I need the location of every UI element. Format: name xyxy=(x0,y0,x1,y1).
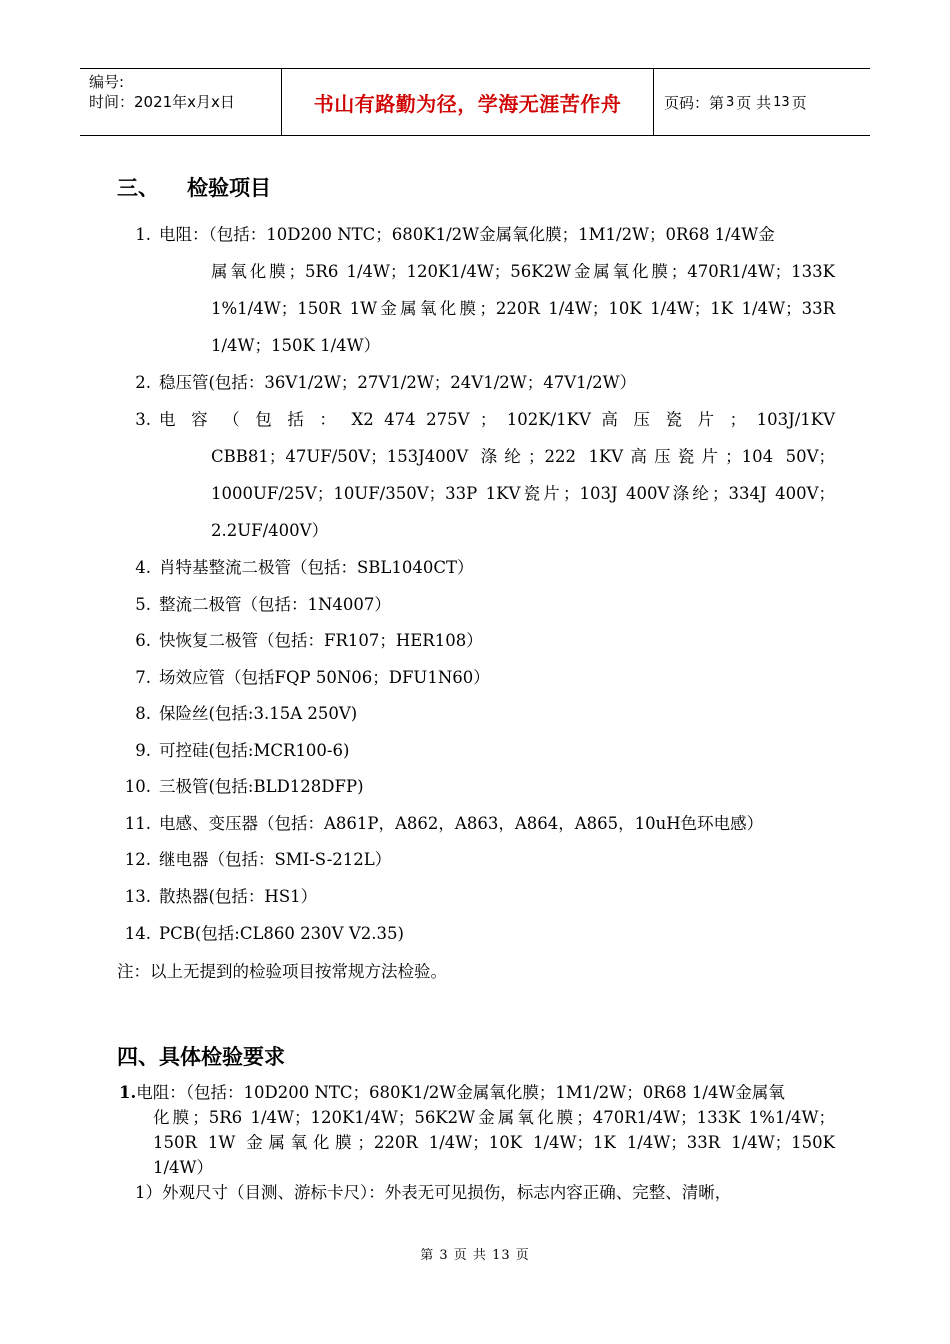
item-number: 3. xyxy=(135,410,151,429)
item-number: 7. xyxy=(135,668,151,687)
item-number: 2. xyxy=(135,373,151,392)
list-item xyxy=(135,659,490,696)
item-number: 12. xyxy=(124,850,151,869)
item-number: 1. xyxy=(135,225,151,244)
header-page-number xyxy=(654,69,870,135)
item-continuation: 2.2UF/400V） xyxy=(211,521,329,540)
list-item xyxy=(135,549,474,586)
item-text: 三极管(包括:BLD128DFP) xyxy=(159,777,364,796)
list-item xyxy=(135,401,835,438)
requirement-item xyxy=(119,1080,785,1105)
document-time: 时间：2021年x月x日 xyxy=(89,93,235,111)
item-text: 散热器(包括：HS1） xyxy=(159,887,318,906)
footer-current: 3 xyxy=(439,1248,449,1263)
item-text: 快恢复二极管（包括：FR107；HER108） xyxy=(159,631,483,650)
item-continuation: 1/4W；150K 1/4W） xyxy=(211,336,381,355)
document-number-label: 编号: xyxy=(89,73,125,91)
item-text: 电 容 （ 包 括 ： X2 474 275V ； 102K/1KV 高 压 瓷 片 ； 103J/1KV xyxy=(159,410,835,429)
item-continuation: CBB81；47UF/50V；153J400V 涤纶；222 1KV高压瓷片；104 50V； xyxy=(211,447,835,466)
requirement-continuation: 1/4W） xyxy=(153,1158,214,1177)
section-3-title: 检验项目 xyxy=(187,176,271,200)
page-total: 13 xyxy=(773,94,790,110)
sub-requirement: 1）外观尺寸（目测、游标卡尺）：外表无可见损伤，标志内容正确、完整、清晰， xyxy=(135,1183,732,1202)
item-text: PCB(包括:CL860 230V V2.35) xyxy=(159,924,404,943)
item-text: 可控硅(包括:MCR100-6) xyxy=(159,741,350,760)
list-item xyxy=(124,915,404,952)
item-continuation: 属氧化膜；5R6 1/4W；120K1/4W；56K2W金属氧化膜；470R1/4W；133K xyxy=(211,262,835,281)
list-item xyxy=(124,805,764,842)
item-number: 14. xyxy=(124,924,151,943)
item-number: 8. xyxy=(135,704,151,723)
item-number: 4. xyxy=(135,558,151,577)
item-number: 10. xyxy=(124,777,151,796)
item-number: 9. xyxy=(135,741,151,760)
item-number: 13. xyxy=(124,887,151,906)
item-text: 继电器（包括：SMI-S-212L） xyxy=(159,850,392,869)
item-text: 整流二极管（包括：1N4007） xyxy=(159,595,391,614)
item-text: 场效应管（包括FQP 50N06；DFU1N60） xyxy=(159,668,490,687)
page-suffix: 页 xyxy=(791,93,807,112)
item-number: 5. xyxy=(135,595,151,614)
item-number: 6. xyxy=(135,631,151,650)
list-item xyxy=(135,364,637,401)
footer-total: 13 xyxy=(492,1248,511,1263)
item-text: 肖特基整流二极管（包括：SBL1040CT） xyxy=(159,558,474,577)
header-motto: 书山有路勤为径，学海无涯苦作舟 xyxy=(281,69,654,135)
page-prefix: 页码：第 xyxy=(664,93,725,112)
page-footer xyxy=(0,1244,950,1263)
requirement-continuation: 化膜；5R6 1/4W；120K1/4W；56K2W金属氧化膜；470R1/4W；133K 1%1/4W； xyxy=(153,1108,835,1127)
section-3-label: 三、 xyxy=(117,176,159,200)
requirement-continuation: 150R 1W 金属氧化膜；220R 1/4W；10K 1/4W；1K 1/4W；33R 1/4W；150K xyxy=(153,1133,835,1152)
list-item xyxy=(124,841,392,878)
list-item xyxy=(124,878,318,915)
section-3-heading xyxy=(117,172,271,202)
page-mid: 页 共 xyxy=(736,93,772,112)
list-item xyxy=(124,768,364,805)
section-3-note: 注：以上无提到的检验项目按常规方法检验。 xyxy=(117,962,447,981)
item-number: 11. xyxy=(124,814,151,833)
list-item xyxy=(135,622,483,659)
footer-suffix: 页 xyxy=(515,1248,530,1263)
requirement-text: 电阻：（包括：10D200 NTC；680K1/2W金属氧化膜；1M1/2W；0R68 1/4W金属氧 xyxy=(136,1083,785,1102)
item-text: 电感、变压器（包括：A861P，A862，A863，A864，A865，10uH色环电感） xyxy=(159,814,764,833)
list-item xyxy=(135,695,358,732)
page-current: 3 xyxy=(726,94,735,110)
requirement-number: 1. xyxy=(119,1083,137,1102)
item-continuation: 1000UF/25V；10UF/350V；33P 1KV瓷片；103J 400V涤纶；334J 400V； xyxy=(211,484,835,503)
item-text: 保险丝(包括:3.15A 250V) xyxy=(159,704,358,723)
list-item xyxy=(135,216,775,253)
footer-prefix: 第 xyxy=(420,1248,435,1263)
item-text: 电阻：（包括：10D200 NTC；680K1/2W金属氧化膜；1M1/2W；0R68 1/4W金 xyxy=(159,225,775,244)
footer-mid: 页 共 xyxy=(453,1248,487,1263)
header-meta xyxy=(80,69,281,135)
item-text: 稳压管(包括：36V1/2W；27V1/2W；24V1/2W；47V1/2W） xyxy=(159,373,637,392)
page-header xyxy=(80,68,870,136)
item-continuation: 1%1/4W；150R 1W金属氧化膜；220R 1/4W；10K 1/4W；1K 1/4W；33R xyxy=(211,299,835,318)
list-item xyxy=(135,732,350,769)
section-4-heading: 四、具体检验要求 xyxy=(117,1045,285,1069)
list-item xyxy=(135,586,391,623)
